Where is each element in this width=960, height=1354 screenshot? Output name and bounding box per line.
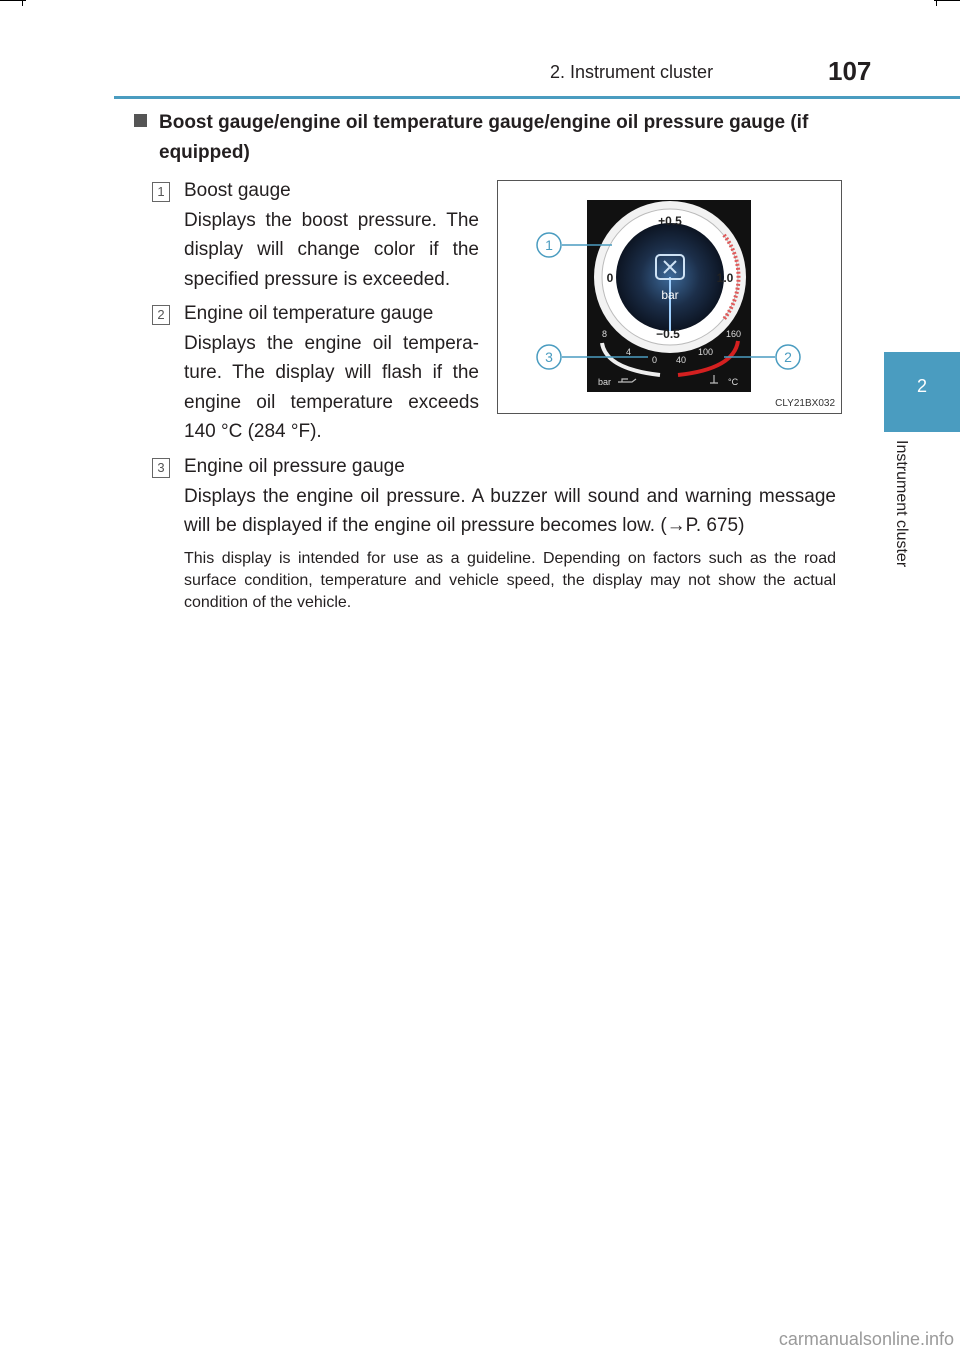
- gauge-figure: [497, 180, 842, 414]
- section-title-line2: equipped): [159, 142, 250, 163]
- crop-mark: [936, 0, 937, 6]
- boost-label: 1.0: [716, 271, 734, 285]
- pressure-label: 4: [626, 347, 632, 357]
- item-boost-gauge: [157, 176, 479, 294]
- pressure-label: 0: [652, 355, 658, 365]
- item-text-line: Displays the engine oil pressure. A buzzer will sound and warning message: [184, 485, 836, 507]
- section-title-line1: Boost gauge/engine oil temperature gauge/engine oil pressure gauge (if: [159, 112, 809, 133]
- item-text-line: Displays the boost pressure. The: [184, 209, 479, 231]
- square-bullet-icon: [134, 114, 147, 127]
- callout-label-1: 1: [545, 237, 553, 253]
- chapter-number: 2: [916, 376, 927, 396]
- boost-label: 0: [606, 271, 614, 285]
- item-oil-temperature-gauge: [157, 299, 479, 447]
- watermark: carmanualsonline.info: [778, 1329, 954, 1349]
- callout-label-2: 2: [784, 349, 792, 365]
- item-text-line: display will change color if the: [184, 239, 479, 260]
- guideline-note: This display is intended for use as a guideline. Depending on factors such as the road surface condition, temperature and vehicle speed, the display may not show the actual condition of the vehicle.: [184, 550, 836, 611]
- temp-label: 40: [676, 355, 687, 365]
- callout-number-1: 1: [152, 182, 170, 202]
- item-text-line: 140 °C (284 °F).: [184, 421, 322, 442]
- temp-unit-label: °C: [728, 377, 739, 387]
- header-title: 2. Instrument cluster: [550, 62, 714, 82]
- chapter-side-label: [893, 440, 912, 600]
- temp-label: 100: [698, 347, 714, 357]
- chapter-tab[interactable]: [884, 352, 960, 432]
- item-title: Boost gauge: [184, 180, 291, 201]
- item-text-line: engine oil temperature exceeds: [184, 391, 479, 413]
- header-rule: [114, 96, 960, 99]
- gauge-illustration: [498, 181, 841, 413]
- page-number: 107: [828, 56, 872, 86]
- callout-number-3: 3: [152, 458, 170, 478]
- crop-mark: [934, 0, 960, 1]
- crop-mark: [22, 0, 23, 6]
- boost-label: +0.5: [658, 214, 682, 228]
- pressure-label: 8: [602, 329, 608, 339]
- item-title: Engine oil pressure gauge: [184, 456, 405, 477]
- boost-unit-label: bar: [661, 288, 679, 302]
- item-text-line: ture. The display will flash if the: [184, 362, 479, 383]
- callout-label-3: 3: [545, 349, 553, 365]
- item-text-line: will be displayed if the engine oil pressure becomes low. (→P. 675): [184, 515, 745, 536]
- item-oil-pressure-gauge: [157, 452, 836, 541]
- pressure-unit-label: bar: [598, 377, 612, 387]
- item-text-line: specified pressure is exceeded.: [184, 268, 451, 290]
- figure-code: CLY21BX032: [775, 398, 835, 409]
- chapter-label: Instrument cluster: [893, 440, 910, 568]
- callout-number-2: 2: [152, 305, 170, 325]
- section-title: [134, 108, 844, 168]
- temp-label: 160: [726, 329, 742, 339]
- item-title: Engine oil temperature gauge: [184, 303, 434, 324]
- boost-label: −0.5: [656, 327, 680, 341]
- item-text-line: Displays the engine oil tempera-: [184, 332, 479, 354]
